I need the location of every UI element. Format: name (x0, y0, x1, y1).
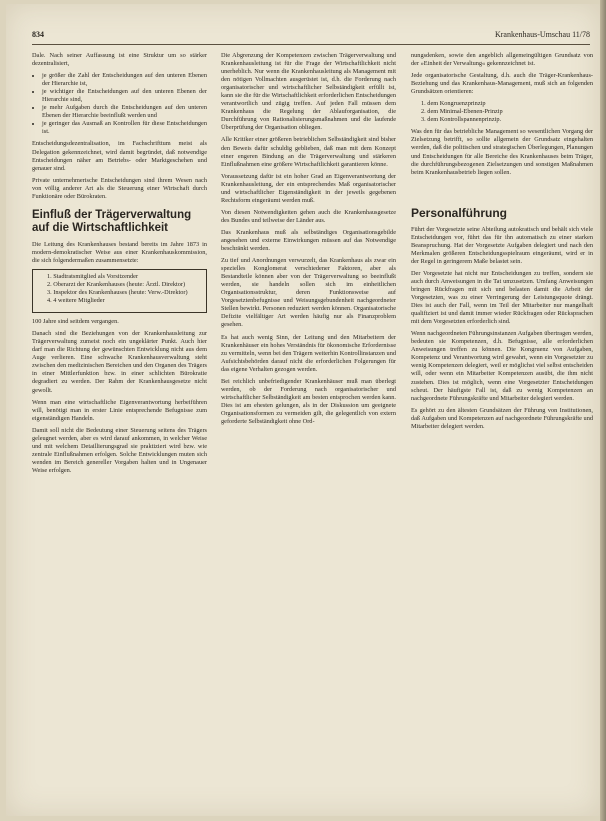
paragraph: Was den für das betriebliche Management so wesentlichen Vorgang der Zielsetzung betrifft, so sollte allgemein der Grundsatz eingehalten werden, daß die politischen und strategischen Überlegungen, Planungen und Entscheidungen für alle Bereiche des Krankenhauses beim Träger, die durchführungsbezogenen Zielsetzungen und sonstigen Maßnahmen beim Krankenhausbetrieb liegen sollen. (411, 128, 593, 176)
paragraph: Danach sind die Beziehungen von der Krankenhausleitung zur Trägerverwaltung zumeist noch ein ungeklärter Punkt. Auch hier darf man die Richtung der gewünschten Entwicklung nicht aus dem Auge verlieren. Eine schwache Krankenhausverwaltung steht zwischen den medizinischen Bereichen und den Organen des Trägers in einer Mittlerfunktion bzw. in einer schlichten Bürokratie degradiert zu werden. Der Rahm der Krankenhausgesetze nicht gewollt. (32, 330, 207, 394)
paragraph: Voraussetzung dafür ist ein hoher Grad an Eigenverantwortung der Krankenhausleitung, der ein entsprechendes Maß organisatorischer und wirtschaftlicher Eigenständigkeit in der jeweils gegebenen Rechtsform eingeräumt werden muß. (221, 172, 396, 204)
paragraph: Die Leitung des Krankenhauses bestand bereits im Jahre 1873 in modern-demokratischer Weise aus einer Krankenhauskommission, die sich folgendermaßen zusammensetzte: (32, 240, 207, 264)
paragraph: Führt der Vorgesetzte seine Abteilung autokratisch und behält sich viele Entscheidungen vor, führt das für ihn automatisch zu einer starken Beanspruchung. Hat der Vorgesetzte Aufgaben delegiert und nach den Merkmalen größeren Entscheidungsspielraum eingeräumt, wird er in der Regel in geringerem Maße belastet sein. (411, 225, 593, 265)
decentralization-criteria-list (32, 72, 207, 136)
paragraph: Jede organisatorische Gestaltung, d.h. auch die Träger-Krankenhaus-Beziehung und das Krankenhaus-Management, muß sich an folgenden Grundsätzen orientieren: (411, 72, 593, 96)
paragraph: Entscheidungsdezentralisation, im Fachschrifttum meist als Delegation gekennzeichnet, wird damit begründet, daß notwendige Entscheidungen näher am Betriebs- oder Marktgeschehen und genauer sind. (32, 140, 207, 172)
page-number: 834 (32, 30, 44, 39)
list-item: 3. dem Kontrollspannenprinzip. (421, 116, 502, 124)
column-1 (32, 52, 207, 804)
list-item: 2. Oberarzt der Krankenhauses (heute: Ärztl. Direktor) (47, 280, 186, 288)
list-item: • je geringer das Ausmaß an Kontrollen für diese Entscheidungen ist. (42, 120, 207, 136)
header-rule (32, 44, 590, 45)
paragraph: nungsdenken, sowie den angeblich allgemeingültigen Grundsatz von der »Einheit der Verwaltung« gekennzeichnet ist. (411, 52, 593, 68)
paragraph: Zu tief und Anordnungen verwurzelt, das Krankenhaus als zwar ein spezielles Konglomerat verschiedener Faktoren, aber als Bestandteile können aber von der Trägerverwaltung so beeinflußt werden, sie handeln sollen sich im einheitlichen Organisationsstruktur, deren Funktionsweise auf Vorgesetztenbefugnisse und Weisungsgebundenheit nachgeordneter Stellen bewirkt. Personen reduziert werden können. Organisatorische Defizite vielfältiger Art werden häufig nur als Finanzproblem gesehen. (221, 257, 396, 329)
binding-edge (600, 0, 606, 821)
paragraph: Der Vorgesetzte hat nicht nur Entscheidungen zu treffen, sondern sie auch durch Anweisungen in die Tat umzusetzen. Umfang Anweisungen bringen Rückfragen mit sich und belasten damit die Arbeit der Vorgesetzten, was zu einer Verringerung der Leistungsquote drängt. Dies ist auch der Fall, wenn im Teil der Mitarbeiter nur mangelhaft qualifiziert ist und damit immer wieder Rückfragen oder Rücksprachen mit dem Vorgesetzten erforderlich sind. (411, 269, 593, 326)
paragraph: Wenn man eine wirtschaftliche Eigenverantwortung herbeiführen will, benötigt man in erster Linie entsprechende Befugnisse zum eigenständigen Handeln. (32, 398, 207, 422)
list-item: 4. 4 weitere Mitglieder (47, 297, 105, 305)
paragraph: 100 Jahre sind seitdem vergangen. (32, 318, 119, 326)
commission-members-box (32, 269, 207, 313)
column-2 (221, 52, 396, 804)
page-header (32, 30, 590, 44)
paragraph: Es hat auch wenig Sinn, der Leitung und den Mitarbeitern der Krankenhäuser ein hohes Verständnis für ökonomische Erfordernisse zu vermitteln, wenn bei den Trägern weiterhin Kontrollinstanzen und Aufsichtsbehörden darauf nicht die erforderlichen Folgerungen für das eigene Verhalten gezogen werden. (221, 333, 396, 373)
document-page (6, 4, 600, 816)
list-item: • je wichtiger die Entscheidungen auf den unteren Ebenen der Hierarchie sind, (42, 88, 207, 104)
list-item: 3. Inspektor des Krankenhauses (heute: Verw.-Direktor) (47, 289, 188, 297)
paragraph: Von diesen Notwendigkeiten gehen auch die Krankenhausgesetze des Bundes und teilweise der Länder aus. (221, 208, 396, 224)
paragraph: Wenn nachgeordneten Führungsinstanzen Aufgaben übertragen werden, bedeuten sie Kompetenzen, d.h. Befugnisse, alle erforderlichen Anweisungen treffen zu können. Die Kongruenz von Aufgaben, Kompetenz und Verantwortung wird gewahrt, wenn ein Vorgesetzter zu wenig Kompetenzen delegiert, weil er möglichst viel selbst entscheiden will, oder wenn ein Mitarbeiter Kompetenzen ausübt, die ihm nicht zustehen. Dies ist möglich, wenn eine Vorgesetzter Entscheidungen scheut. Der häufigste Fall ist, daß zu wenig Kompetenzen an nachgeordnete Führungskräfte und Mitarbeiter delegiert werden. (411, 330, 593, 402)
paragraph: Es gehört zu den ältesten Grundsätzen der Führung von Institutionen, daß Aufgaben und Kompetenzen auf nachgeordnete Führungskräfte und Mitarbeiter delegiert werden. (411, 406, 593, 430)
paragraph: Bei reichlich unbefriedigender Krankenhäuser muß man überlegt werden, ob der Forderung nach organisatorischer und wirtschaftlicher Selbständigkeit am besten entsprochen werden kann. Dies ist am ehesten gelungen, als in der Diskussion um geeignete Organisationsformen zu vermeiden gilt, die gelegentlich von extern geforderte Selbständigkeit ohne Ord- (221, 377, 396, 425)
list-item: • je mehr Aufgaben durch die Entscheidungen auf den unteren Ebenen der Hierarchie beeinflußt werden und (42, 104, 207, 120)
paragraph: Das Krankenhaus muß als selbständiges Organisationsgebilde angesehen und externe Einwirkungen müssen auf das Notwendige beschränkt werden. (221, 228, 396, 253)
column-3 (411, 52, 593, 804)
principles-list (411, 100, 593, 124)
paragraph: Private unternehmerische Entscheidungen sind ihrem Wesen nach von völlig anderer Art als die Steuerung einer Wirtschaft durch Funktionäre oder Bürokraten. (32, 176, 207, 200)
list-item: • je größer die Zahl der Entscheidungen auf den unteren Ebenen der Hierarchie ist, (42, 72, 207, 88)
list-item: 1. dem Kongruenzprinzip (421, 100, 486, 108)
commission-members-list (37, 273, 202, 305)
paragraph: Die Abgrenzung der Kompetenzen zwischen Trägerverwaltung und Krankenhausleitung ist für die Frage der Wirtschaftlichkeit nicht unerheblich. Nur wenn die Krankenhausleitung als Management mit den nötigen Vollmachten ausgerüstet ist, d.h. die Forderung nach organisatorischer und wirtschaftlicher Selbständigkeit erfüllt ist, kann sie die für die Wirtschaftlichkeit erforderlichen Entscheidungen verantwortlich und zügig treffen. Auf jeden Fall müssen dem Krankenhaus die Regelung der Ablauforganisation, die Durchführung von Rationalisierungsmaßnahmen und die laufende Überprüfung der Organisation obliegen. (221, 52, 396, 132)
list-item: 1. Stadtratsmitglied als Vorsitzender (47, 272, 139, 280)
section-heading: Personalführung (411, 205, 508, 220)
section-heading: Einfluß der Trägerverwaltung auf die Wirtschaftlichkeit (32, 208, 192, 234)
paragraph: Alle Kritiker einer größeren betrieblichen Selbständigkeit sind bisher den Beweis dafür schuldig geblieben, daß man mit dem Konzept einer engeren Bindung an die Trägerverwaltung und stärkeren Einflußnahmen eine größere Wirtschaftlichkeit garantieren könne. (221, 136, 396, 168)
list-item: 2. dem Minimal-Ebenen-Prinzip (421, 108, 503, 116)
paragraph: Dale. Nach seiner Auffassung ist eine Struktur um so stärker dezentralisiert, (32, 52, 207, 68)
paragraph: Damit soll nicht die Bedeutung einer Steuerung seitens des Trägers geleugnet werden, aber es wird darauf ankommen, in welcher Weise und mit welchem Detaillierungsgrad sie praktiziert wird bzw. wie zentrale Einflußnahmen erfolgen. Solche Entwicklungen muten sich wenden im Bereich genereller Vorgaben halten und in Ungenauer Weise erfolgen. (32, 426, 207, 474)
running-head: Krankenhaus-Umschau 11/78 (494, 30, 590, 39)
